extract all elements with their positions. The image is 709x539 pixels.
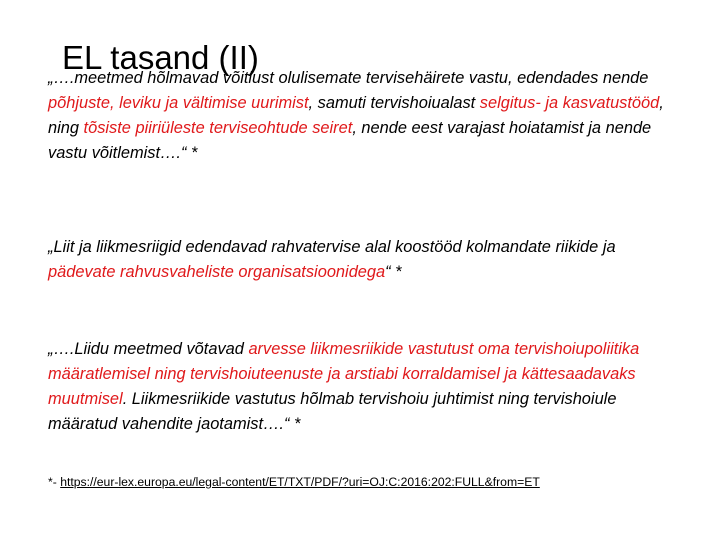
quote-1-highlight: põhjuste, leviku ja vältimise uurimist: [48, 94, 309, 112]
quote-2-text: „Liit ja liikmesriigid edendavad rahvatervise alal koostööd kolmandate riikide ja: [48, 238, 616, 256]
footnote-prefix: *-: [48, 475, 61, 489]
quote-2-highlight: pädevate rahvusvaheliste organisatsioonidega: [48, 263, 386, 281]
slide-title: EL tasand (II): [62, 39, 259, 77]
quote-1-text: „….meetmed hõlmavad võitlust olulisemate tervisehäirete vastu, edendades nende: [48, 69, 649, 87]
quote-1-text: , samuti tervishoiualast: [308, 94, 480, 112]
quote-3-highlight: arvesse liikmesriikide vastutust oma tervishoiupoliitika määratlemisel ning tervishoiuteenuste ja arstiabi korraldamisel ja kättesaadavaks muutmisel: [48, 340, 640, 408]
quote-1: [48, 66, 668, 166]
quote-3-text: „….Liidu meetmed võtavad: [48, 340, 249, 358]
footnote: [48, 473, 688, 491]
quote-1-highlight: selgitus- ja kasvatustööd: [479, 94, 660, 112]
quote-2: [48, 235, 668, 285]
quote-3: [48, 337, 668, 437]
quote-2-text: “ *: [385, 263, 402, 281]
source-link[interactable]: https://eur-lex.europa.eu/legal-content/ET/TXT/PDF/?uri=OJ:C:2016:202:FULL&from=ET: [60, 475, 540, 489]
quote-3-text: . Liikmesriikide vastutus hõlmab tervishoiu juhtimist ning tervishoiule määratud vahendite jaotamist….“ *: [48, 390, 617, 433]
quote-1-highlight: tõsiste piiriüleste terviseohtude seiret: [83, 119, 353, 137]
quote-1-text: , nende eest varajast hoiatamist ja nende vastu võitlemist….“ *: [48, 119, 652, 162]
quote-1-text: , ning: [48, 94, 664, 137]
